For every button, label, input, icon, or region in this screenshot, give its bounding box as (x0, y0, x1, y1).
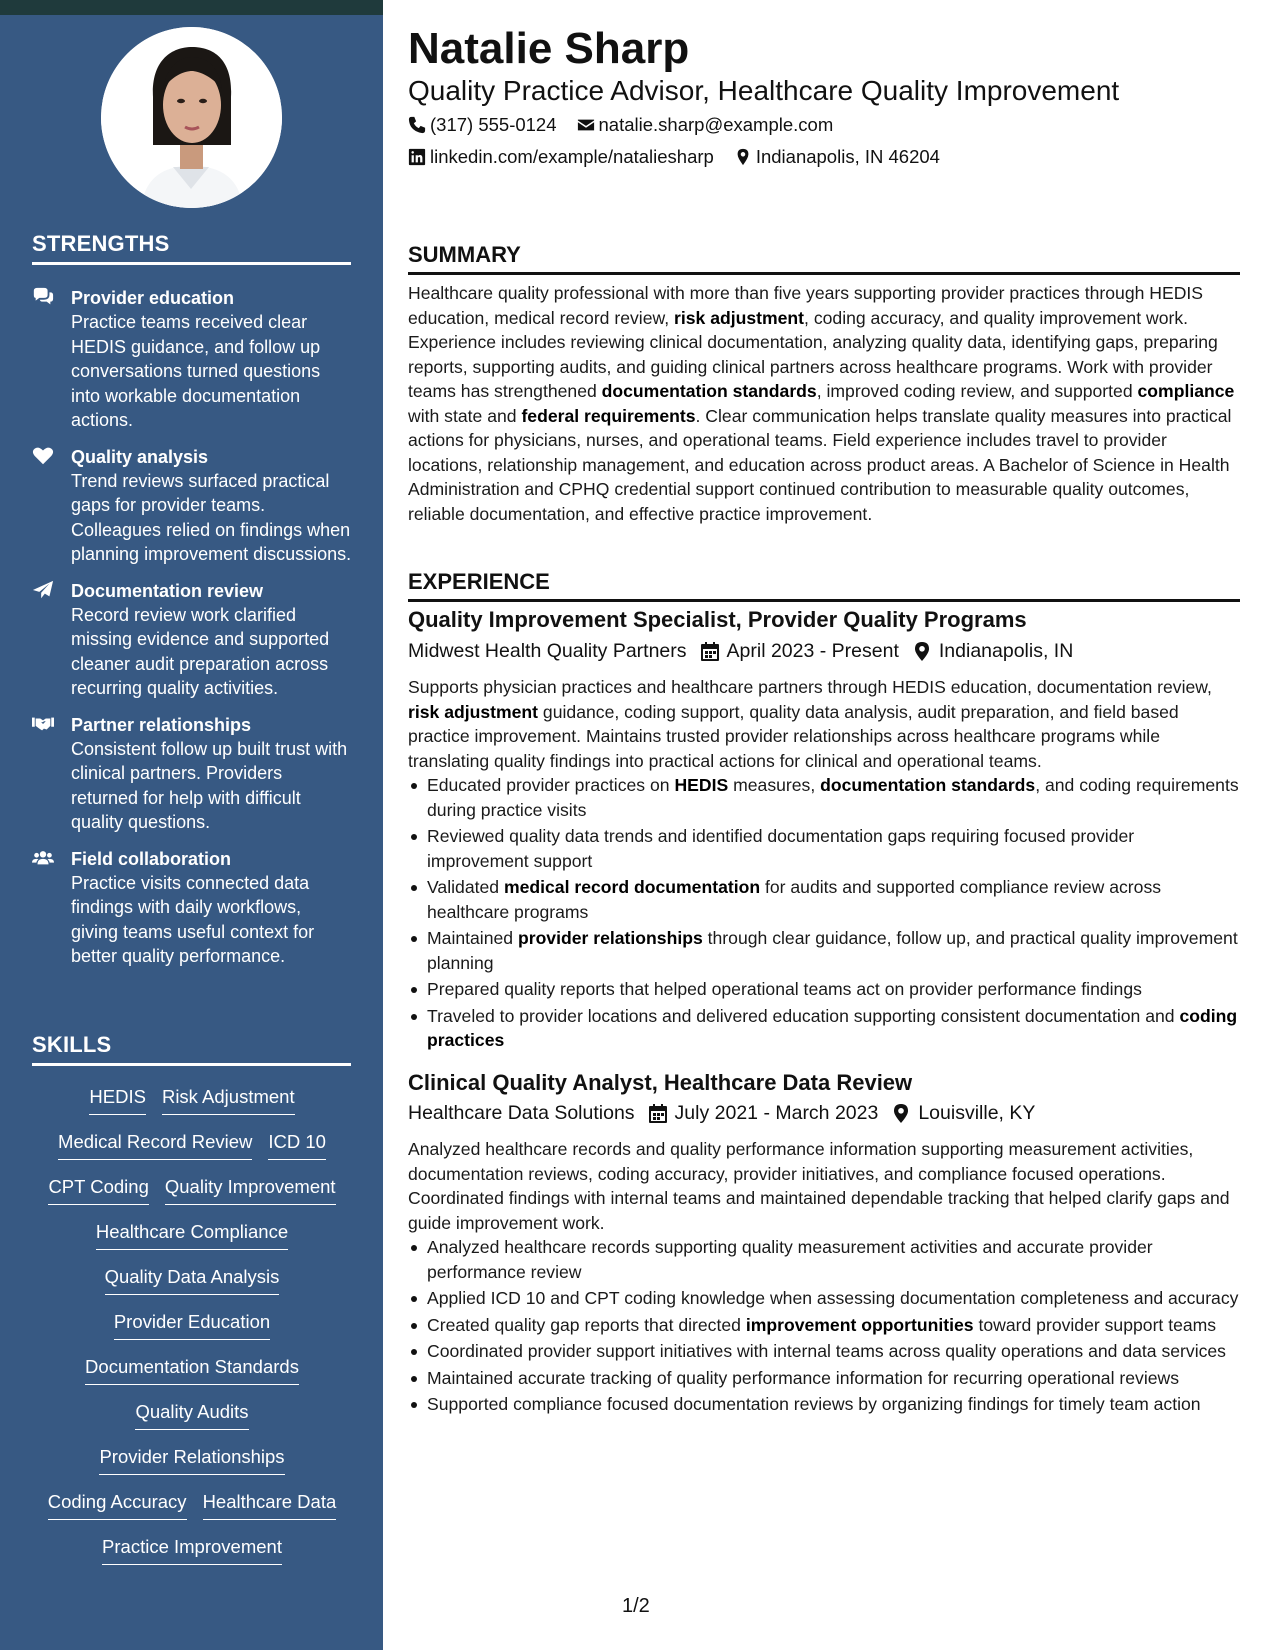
contact-row (408, 145, 940, 169)
job-company: Midwest Health Quality Partners (408, 640, 687, 662)
text-run: for audits and supported compliance review across healthcare programs (427, 877, 1162, 922)
text-run: Maintained accurate tracking of quality performance information for recurring operational reviews (427, 1367, 1180, 1388)
text-run: with state and (408, 405, 522, 426)
summary-heading: SUMMARY (408, 242, 1240, 275)
skill-tag: Quality Data Analysis (105, 1265, 280, 1295)
job-bullet-item (408, 926, 1240, 975)
comments-icon (32, 287, 56, 307)
skills-row (32, 1445, 352, 1490)
text-run: Coordinated provider support initiatives with internal teams across quality operations and data services (427, 1341, 1226, 1361)
text-run: Reviewed quality data trends and identified documentation gaps requiring focused provider improvement support (427, 826, 1135, 871)
skills-row (32, 1400, 352, 1445)
skills-row (32, 1130, 352, 1175)
job-title: Clinical Quality Analyst, Healthcare Data Review (408, 1070, 913, 1095)
calendar-icon (649, 1104, 667, 1123)
contact-row (408, 113, 833, 137)
strength-text: Record review work clarified missing evidence and supported cleaner audit preparation across recurring quality activities. (71, 604, 330, 698)
email-contact[interactable] (577, 113, 834, 137)
text-run: Created quality gap reports that directed (427, 1314, 746, 1335)
skill-tag: Healthcare Data (203, 1490, 337, 1520)
skill-tag: Healthcare Compliance (96, 1220, 288, 1250)
job-bullet-item (408, 977, 1240, 1002)
text-run: Prepared quality reports that helped operational teams act on provider performance findings (427, 979, 1142, 999)
sidebar-top-bar (0, 0, 383, 15)
page-number: 1/2 (622, 1595, 650, 1617)
job-dates: July 2021 - March 2023 (674, 1102, 879, 1124)
skills-row (32, 1175, 352, 1220)
text-run: , coding accuracy, and quality improvement work. Experience includes reviewing clinical documentation, analyzing quality data, identifying gaps, preparing reports, supporting audits, and guiding clinical partners across healthcare programs. Work with provider teams has strengthened (408, 307, 1218, 401)
bold-keyword: improvement opportunities (745, 1314, 974, 1335)
skill-tag: Practice Improvement (102, 1535, 282, 1565)
location-contact (734, 145, 940, 169)
skill-tag: Provider Education (114, 1310, 270, 1340)
strength-text: Practice visits connected data findings with daily workflows, giving teams useful context for better quality performance. (71, 872, 315, 966)
text-run: Validated (427, 877, 504, 897)
strength-title: Quality analysis (71, 446, 209, 467)
skill-tag: ICD 10 (268, 1130, 326, 1160)
skills-row (32, 1220, 352, 1265)
text-run: Applied ICD 10 and CPT coding knowledge when assessing documentation completeness and accuracy (427, 1288, 1239, 1308)
phone-icon (408, 116, 426, 134)
candidate-headline: Quality Practice Advisor, Healthcare Quality Improvement (408, 75, 1120, 106)
text-run: Maintained (427, 928, 518, 948)
envelope-icon (577, 116, 595, 134)
job-bullet-item (408, 875, 1240, 924)
linkedin-icon (408, 148, 426, 166)
skill-tag: Risk Adjustment (162, 1085, 295, 1115)
strength-item (32, 579, 352, 701)
summary-text (408, 281, 1240, 526)
strength-item (32, 286, 352, 433)
experience-heading: EXPERIENCE (408, 569, 1240, 602)
text-run: measures, (728, 775, 821, 795)
map-marker-icon (892, 1104, 910, 1123)
bold-keyword: documentation standards (820, 775, 1036, 795)
strengths-list (32, 286, 352, 981)
skills-row (32, 1355, 352, 1400)
strength-item (32, 445, 352, 567)
skill-tag: HEDIS (89, 1085, 146, 1115)
job-meta (408, 1100, 1035, 1126)
phone-text: (317) 555-0124 (430, 114, 557, 135)
bold-keyword: compliance (1137, 381, 1235, 401)
heart-icon (32, 446, 56, 466)
calendar-icon (701, 642, 719, 661)
job-description (408, 675, 1240, 773)
strength-title: Field collaboration (71, 848, 232, 869)
strength-text: Consistent follow up built trust with clinical partners. Providers returned for help with difficult quality questions. (71, 738, 348, 832)
phone-contact (408, 113, 557, 137)
text-run: . Clear communication helps translate quality measures into practical actions for physicians, nurses, and operational teams. Field experience includes travel to provider locations, relationship management, and education across product areas. A Bachelor of Science in Health Administration and CPHQ credential support continued contribution to measurable quality outcomes, reliable documentation, and effective practice improvement. (408, 405, 1232, 524)
candidate-name: Natalie Sharp (408, 24, 690, 73)
handshake-icon (32, 714, 56, 734)
skills-row (32, 1490, 352, 1535)
email-text[interactable]: natalie.sharp@example.com (598, 114, 834, 135)
job-meta (408, 638, 1073, 664)
skills-cloud (32, 1085, 352, 1580)
job-dates: April 2023 - Present (726, 640, 899, 662)
strength-text: Practice teams received clear HEDIS guidance, and follow up conversations turned questions into workable documentation actions. (71, 312, 321, 430)
text-run: Supports physician practices and healthcare partners through HEDIS education, documentation review, (408, 677, 1212, 697)
skill-tag: Coding Accuracy (48, 1490, 187, 1520)
profile-photo-illustration (101, 27, 282, 208)
linkedin-text[interactable]: linkedin.com/example/nataliesharp (430, 146, 714, 167)
job-bullet-item (408, 824, 1240, 873)
text-run: Educated provider practices on (427, 775, 675, 795)
job-bullet-item (408, 773, 1240, 822)
profile-photo (101, 27, 282, 208)
map-marker-icon (913, 642, 931, 661)
users-icon (32, 848, 56, 868)
job-bullets (408, 773, 1240, 1055)
skills-row (32, 1085, 352, 1130)
bold-keyword: federal requirements (521, 405, 696, 426)
strength-item (32, 713, 352, 835)
bold-keyword: medical record documentation (503, 877, 761, 897)
paper-plane-icon (32, 580, 56, 600)
job-bullet-item (408, 1339, 1240, 1364)
location-text: Indianapolis, IN 46204 (755, 146, 940, 167)
job-bullet-item (408, 1235, 1240, 1284)
skills-row (32, 1535, 352, 1580)
job-location: Louisville, KY (918, 1102, 1036, 1124)
bold-keyword: coding practices (427, 1005, 1238, 1050)
strengths-heading: STRENGTHS (32, 231, 351, 265)
bold-keyword: documentation standards (601, 381, 817, 401)
strength-title: Partner relationships (71, 714, 252, 735)
skills-row (32, 1310, 352, 1355)
job-title: Quality Improvement Specialist, Provider Quality Programs (408, 607, 1027, 632)
bold-keyword: risk adjustment (408, 701, 539, 722)
skills-row (32, 1265, 352, 1310)
strength-title: Documentation review (71, 580, 264, 601)
job-bullet-item (408, 1313, 1240, 1338)
skill-tag: Quality Improvement (165, 1175, 336, 1205)
skill-tag: Medical Record Review (58, 1130, 252, 1160)
sidebar (0, 0, 383, 1650)
linkedin-contact[interactable] (408, 145, 714, 169)
job-description (408, 1137, 1240, 1235)
text-run: Healthcare quality professional with more than five years supporting provider practices through HEDIS education, medical record review, (408, 283, 1204, 328)
skill-tag: CPT Coding (48, 1175, 148, 1205)
skill-tag: Provider Relationships (99, 1445, 284, 1475)
skill-tag: Documentation Standards (85, 1355, 299, 1385)
text-run: , improved coding review, and supported (816, 381, 1138, 401)
map-marker-icon (734, 148, 752, 166)
job-bullet-item (408, 1392, 1240, 1417)
text-run: Analyzed healthcare records supporting quality measurement activities and accurate provider performance review (427, 1237, 1153, 1282)
bold-keyword: risk adjustment (674, 307, 805, 328)
job-bullet-item (408, 1366, 1240, 1391)
bold-keyword: HEDIS (674, 775, 729, 795)
text-run: guidance, coding support, quality data analysis, audit preparation, and field based practice improvement. Maintains trusted provider relationships across healthcare programs while translating quality findings into practical actions for clinical and operational teams. (408, 701, 1179, 771)
skill-tag: Quality Audits (135, 1400, 248, 1430)
strength-title: Provider education (71, 288, 235, 308)
text-run: Analyzed healthcare records and quality performance information supporting measurement activities, documentation reviews, coding accuracy, provider initiatives, and compliance focused operations. Coordinated findings with internal teams and maintained dependable tracking that helped clarify gaps and guide improvement work. (408, 1139, 1230, 1233)
text-run: toward provider support teams (973, 1314, 1217, 1335)
strength-item (32, 847, 352, 969)
text-run: Traveled to provider locations and delivered education supporting consistent documentation and (427, 1005, 1180, 1026)
strength-text: Trend reviews surfaced practical gaps for provider teams. Colleagues relied on findings when planning improvement discussions. (71, 470, 352, 564)
job-bullets (408, 1235, 1240, 1419)
job-bullet-item (408, 1286, 1240, 1311)
skills-heading: SKILLS (32, 1032, 351, 1066)
text-run: Supported compliance focused documentation reviews by organizing findings for timely team action (427, 1394, 1201, 1414)
text-run: through clear guidance, follow up, and practical quality improvement planning (427, 928, 1238, 973)
bold-keyword: provider relationships (517, 928, 703, 948)
job-bullet-item (408, 1004, 1240, 1053)
job-location: Indianapolis, IN (938, 640, 1074, 662)
job-company: Healthcare Data Solutions (408, 1102, 635, 1124)
text-run: , and coding requirements during practice visits (427, 775, 1239, 820)
